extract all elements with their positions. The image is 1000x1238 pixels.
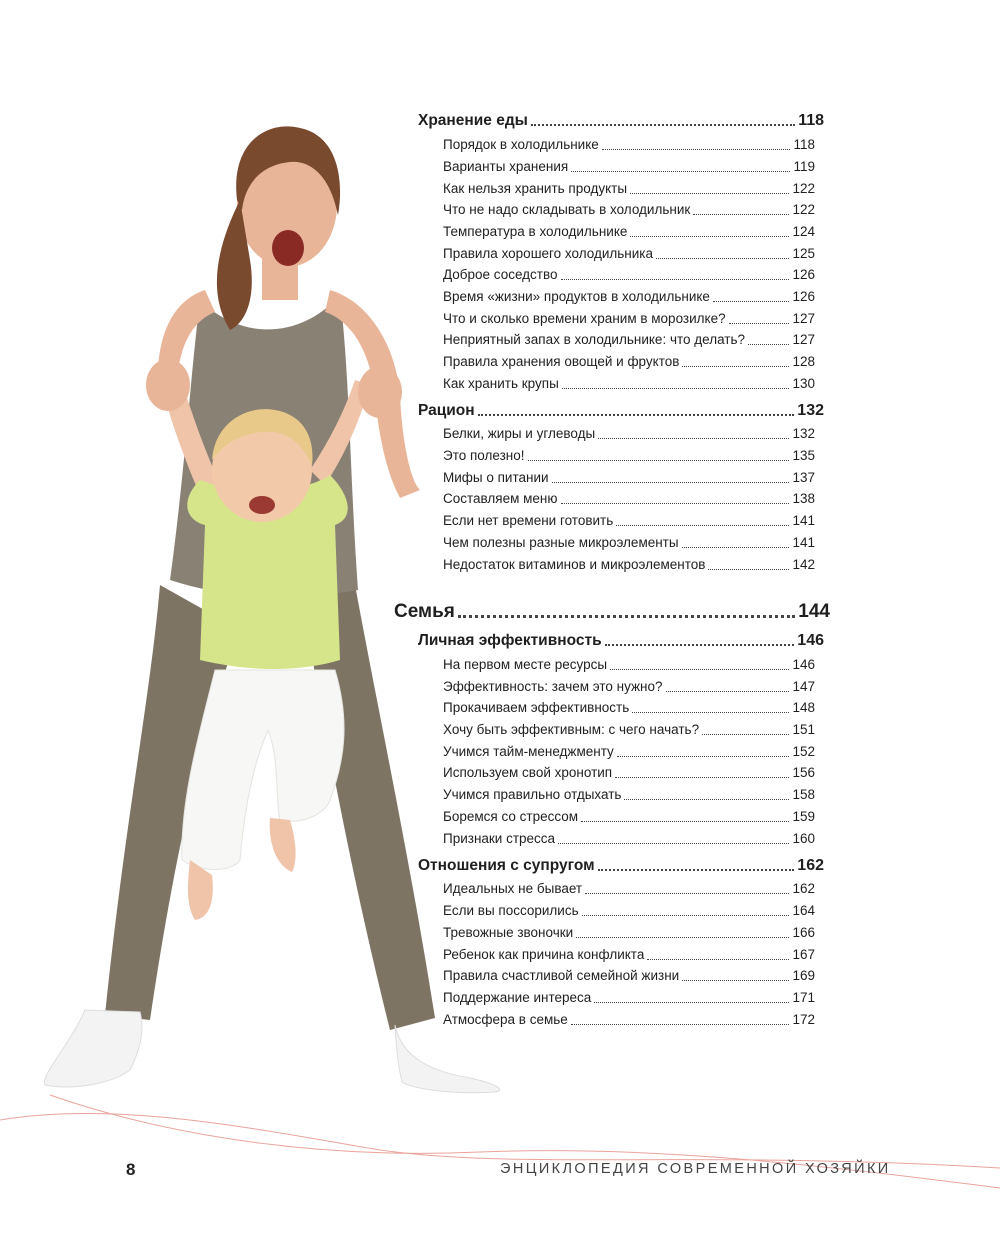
toc-entry: [443, 201, 815, 219]
toc-title: Семья: [394, 601, 455, 622]
toc-subsection: [418, 401, 824, 421]
book-title: ЭНЦИКЛОПЕДИЯ СОВРЕМЕННОЙ ХОЗЯЙКИ: [500, 1161, 891, 1177]
toc-title: На первом месте ресурсы: [443, 657, 608, 672]
toc-page-number: 135: [792, 448, 815, 463]
toc-leader-dots: [598, 869, 795, 871]
toc-leader-dots: [458, 615, 795, 618]
toc-leader-dots: [702, 734, 789, 735]
child-mouth: [249, 496, 275, 514]
toc-leader-dots: [571, 1024, 790, 1025]
toc-entry: [443, 830, 815, 848]
toc-page-number: 144: [798, 601, 830, 622]
toc-title: Ребенок как причина конфликта: [443, 947, 645, 962]
toc-title: Чем полезны разные микроэлементы: [443, 535, 679, 550]
toc-leader-dots: [666, 691, 790, 692]
toc-page-number: 141: [792, 535, 815, 550]
toc-entry: [443, 678, 815, 696]
toc-leader-dots: [682, 980, 789, 981]
toc-page-number: 122: [792, 202, 815, 217]
toc-page-number: 119: [793, 159, 815, 174]
toc-entry: [443, 158, 815, 176]
toc-title: Если вы поссорились: [443, 903, 579, 918]
toc-title: Составляем меню: [443, 491, 558, 506]
toc-title: Тревожные звоночки: [443, 925, 574, 940]
toc-page-number: 118: [798, 112, 824, 129]
toc-title: Поддержание интереса: [443, 990, 592, 1005]
mother-left-foot: [44, 1010, 142, 1087]
toc-leader-dots: [616, 525, 789, 526]
toc-page-number: 162: [797, 857, 824, 874]
toc-leader-dots: [562, 388, 790, 389]
toc-page-number: 166: [792, 925, 815, 940]
toc-entry: [443, 656, 815, 674]
toc-title: Если нет времени готовить: [443, 513, 614, 528]
toc-page-number: 160: [792, 831, 815, 846]
child-right-foot: [270, 818, 296, 872]
toc-leader-dots: [713, 301, 790, 302]
toc-leader-dots: [581, 821, 789, 822]
toc-leader-dots: [531, 124, 795, 126]
toc-leader-dots: [682, 547, 790, 548]
toc-page-number: 172: [792, 1012, 815, 1027]
toc-title: Что и сколько времени храним в морозилке?: [443, 311, 726, 326]
toc-leader-dots: [576, 937, 789, 938]
toc-page-number: 148: [792, 700, 815, 715]
toc-leader-dots: [561, 503, 790, 504]
page-number: 8: [126, 1160, 136, 1179]
toc-leader-dots: [605, 644, 795, 646]
toc-leader-dots: [561, 279, 790, 280]
toc-page-number: 118: [793, 137, 815, 152]
toc-page-number: 152: [792, 744, 815, 759]
toc-title: Температура в холодильнике: [443, 224, 628, 239]
toc-entry: [443, 808, 815, 826]
toc-page-number: 142: [792, 557, 815, 572]
toc-page-number: 146: [792, 657, 815, 672]
toc-leader-dots: [615, 777, 789, 778]
decorative-lines: [0, 1090, 1000, 1200]
toc-entry: [443, 989, 815, 1007]
toc-title: Мифы о питании: [443, 470, 549, 485]
toc-leader-dots: [617, 756, 790, 757]
toc-entry: [443, 310, 815, 328]
toc-leader-dots: [552, 482, 790, 483]
toc-entry: [443, 924, 815, 942]
toc-page-number: 151: [792, 722, 815, 737]
toc-title: Это полезно!: [443, 448, 525, 463]
toc-entry: [443, 447, 815, 465]
toc-page-number: 137: [792, 470, 815, 485]
toc-page-number: 159: [792, 809, 815, 824]
toc-entry: [443, 288, 815, 306]
toc-leader-dots: [624, 799, 789, 800]
toc-title: Учимся тайм-менеджменту: [443, 744, 614, 759]
toc-leader-dots: [630, 236, 789, 237]
toc-entry: [443, 721, 815, 739]
toc-entry: [443, 946, 815, 964]
toc-page-number: 132: [797, 402, 824, 419]
toc-leader-dots: [594, 1002, 789, 1003]
toc-leader-dots: [632, 712, 789, 713]
toc-page-number: 127: [792, 311, 815, 326]
toc-leader-dots: [610, 669, 789, 670]
toc-page-number: 126: [792, 267, 815, 282]
toc-entry: [443, 1011, 815, 1029]
toc-subsection: [418, 631, 824, 651]
toc-title: Как хранить крупы: [443, 376, 559, 391]
toc-title: Время «жизни» продуктов в холодильнике: [443, 289, 710, 304]
toc-title: Как нельзя хранить продукты: [443, 181, 628, 196]
toc-page-number: 141: [792, 513, 815, 528]
toc-leader-dots: [602, 149, 791, 150]
toc-title: Боремся со стрессом: [443, 809, 579, 824]
toc-title: Неприятный запах в холодильнике: что делать?: [443, 332, 746, 347]
toc-page-number: 130: [792, 376, 815, 391]
toc-title: Варианты хранения: [443, 159, 569, 174]
toc-page-number: 156: [792, 765, 815, 780]
toc-entry: [443, 469, 815, 487]
toc-page-number: 147: [792, 679, 815, 694]
decorative-line-1: [0, 1113, 1000, 1168]
toc-entry: [443, 266, 815, 284]
toc-title: Признаки стресса: [443, 831, 556, 846]
toc-leader-dots: [582, 915, 790, 916]
toc-title: Правила хранения овощей и фруктов: [443, 354, 680, 369]
toc-leader-dots: [647, 959, 789, 960]
toc-page-number: 127: [792, 332, 815, 347]
toc-title: Учимся правильно отдыхать: [443, 787, 622, 802]
toc-entry: [443, 223, 815, 241]
toc-entry: [443, 512, 815, 530]
toc-page-number: 124: [792, 224, 815, 239]
toc-title: Хранение еды: [418, 112, 528, 129]
toc-leader-dots: [630, 193, 789, 194]
toc-page-number: 169: [792, 968, 815, 983]
toc-entry: [443, 743, 815, 761]
toc-entry: [443, 902, 815, 920]
toc-entry: [443, 786, 815, 804]
toc-title: Что не надо складывать в холодильник: [443, 202, 691, 217]
toc-entry: [443, 331, 815, 349]
toc-leader-dots: [693, 214, 789, 215]
toc-entry: [443, 967, 815, 985]
toc-leader-dots: [598, 438, 789, 439]
mother-left-hand: [146, 359, 190, 411]
toc-page-number: 146: [797, 632, 824, 649]
toc-page-number: 167: [792, 947, 815, 962]
toc-entry: [443, 880, 815, 898]
toc-leader-dots: [748, 344, 789, 345]
toc-entry: [443, 534, 815, 552]
mother-right-foot: [395, 1025, 500, 1093]
toc-title: Личная эффективность: [418, 632, 602, 649]
toc-leader-dots: [729, 323, 790, 324]
toc-title: Хочу быть эффективным: с чего начать?: [443, 722, 700, 737]
toc-leader-dots: [708, 569, 789, 570]
toc-leader-dots: [682, 366, 789, 367]
toc-entry: [443, 353, 815, 371]
toc-page-number: 171: [792, 990, 815, 1005]
toc-entry: [443, 699, 815, 717]
toc-entry: [443, 136, 815, 154]
toc-title: Идеальных не бывает: [443, 881, 583, 896]
toc-leader-dots: [528, 460, 790, 461]
toc-page-number: 138: [792, 491, 815, 506]
toc-title: Прокачиваем эффективность: [443, 700, 630, 715]
toc-title: Рацион: [418, 402, 475, 419]
toc-title: Белки, жиры и углеводы: [443, 426, 596, 441]
toc-title: Атмосфера в семье: [443, 1012, 568, 1027]
toc-subsection: [418, 111, 824, 131]
toc-entry: [443, 425, 815, 443]
toc-page-number: 122: [792, 181, 815, 196]
toc-title: Порядок в холодильнике: [443, 137, 599, 152]
toc-subsection: [418, 856, 824, 876]
toc-page-number: 125: [792, 246, 815, 261]
toc-entry: [443, 490, 815, 508]
toc-entry: [443, 180, 815, 198]
toc-entry: [443, 764, 815, 782]
toc-leader-dots: [558, 843, 789, 844]
toc-entry: [443, 245, 815, 263]
toc-title: Используем свой хронотип: [443, 765, 613, 780]
toc-title: Правила хорошего холодильника: [443, 246, 654, 261]
toc-leader-dots: [571, 171, 790, 172]
mother-right-hand: [358, 366, 402, 418]
toc-title: Правила счастливой семейной жизни: [443, 968, 680, 983]
mother-open-mouth: [272, 230, 304, 266]
toc-leader-dots: [585, 893, 789, 894]
toc-leader-dots: [656, 258, 789, 259]
toc-title: Недостаток витаминов и микроэлементов: [443, 557, 706, 572]
toc-title: Доброе соседство: [443, 267, 558, 282]
toc-page-number: 158: [792, 787, 815, 802]
toc-page-number: 126: [792, 289, 815, 304]
toc-page-number: 132: [792, 426, 815, 441]
toc-page-number: 164: [792, 903, 815, 918]
toc-entry: [443, 556, 815, 574]
toc-title: Отношения с супругом: [418, 857, 595, 874]
toc-title: Эффективность: зачем это нужно?: [443, 679, 663, 694]
toc-section: [394, 600, 830, 624]
toc-entry: [443, 375, 815, 393]
toc-leader-dots: [478, 414, 795, 416]
toc-page-number: 162: [792, 881, 815, 896]
toc-page-number: 128: [792, 354, 815, 369]
